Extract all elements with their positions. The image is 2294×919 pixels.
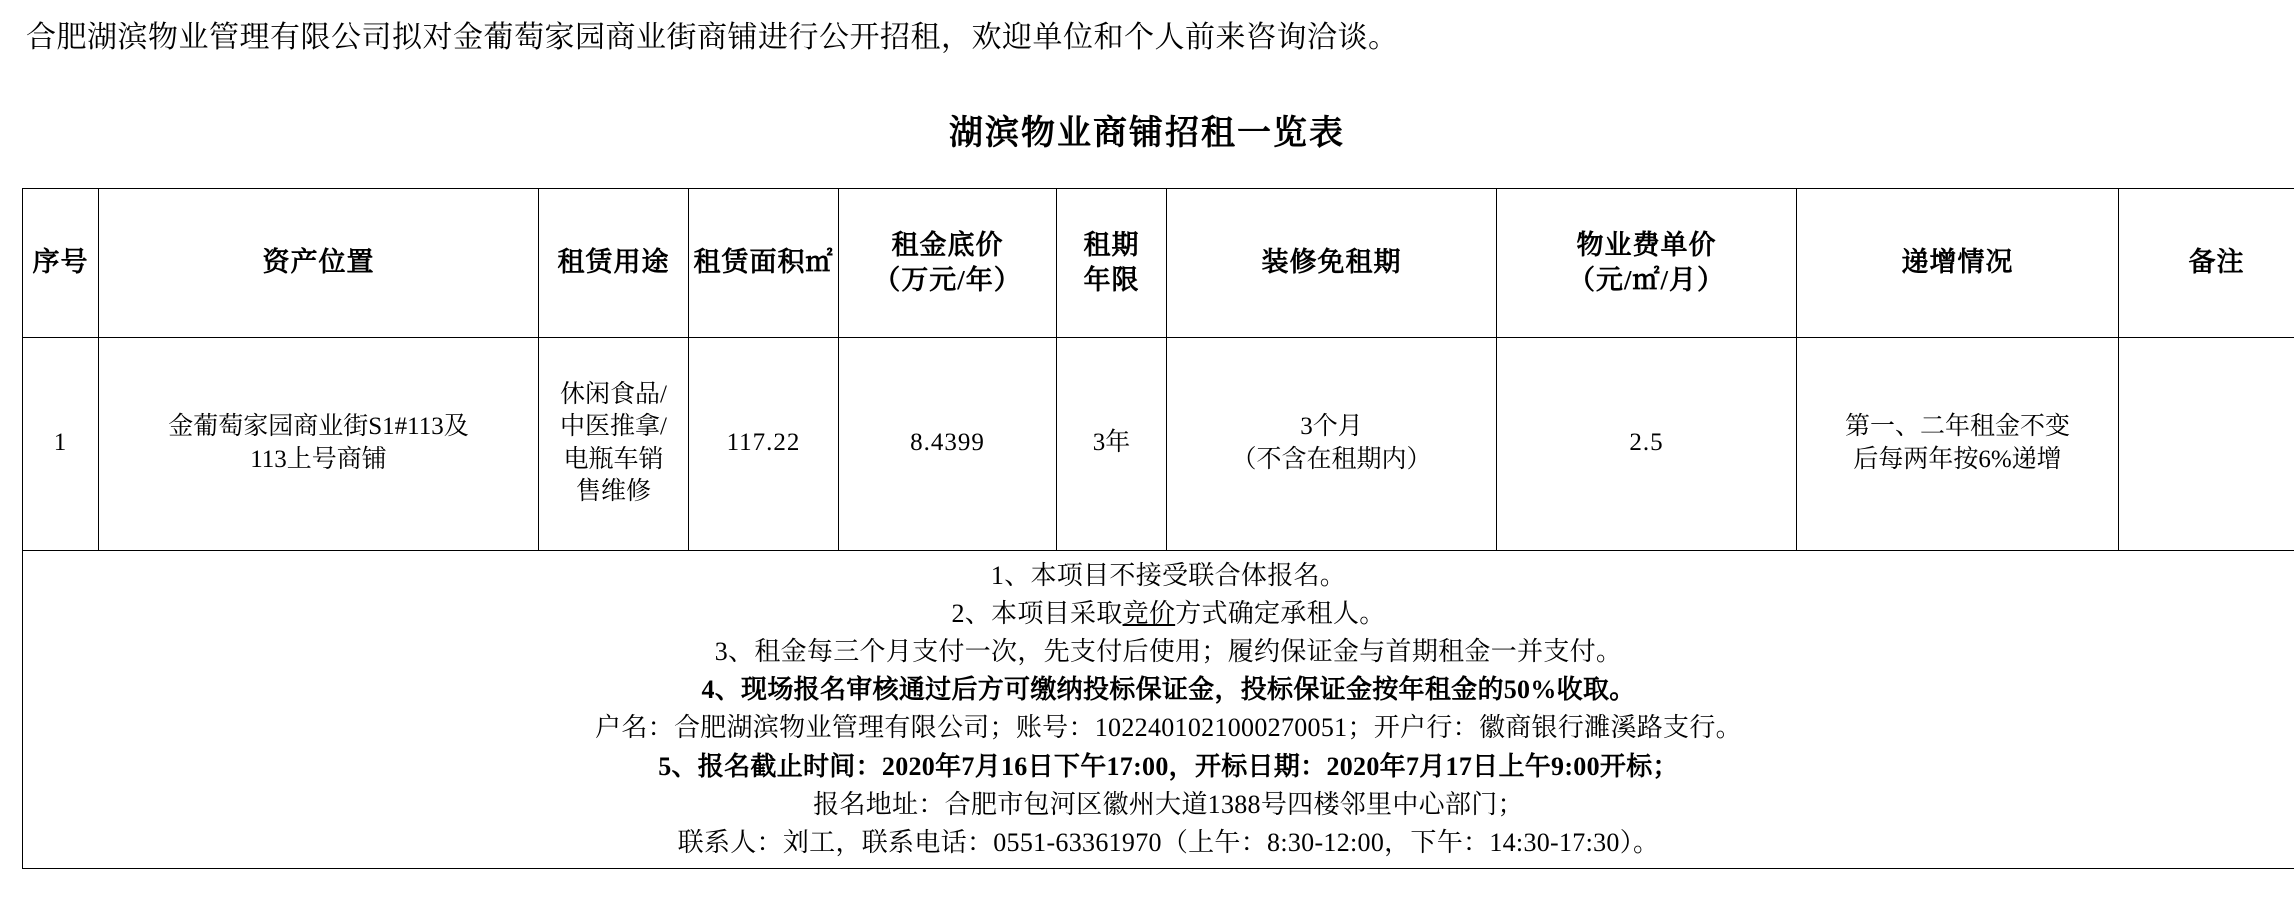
listing-table — [22, 188, 2294, 870]
header-price — [839, 188, 1057, 337]
notes-container — [23, 550, 2294, 869]
cell-increase-line2: 后每两年按6%递增 — [1853, 445, 2062, 473]
note-underlined-term: 竞价 — [1122, 598, 1176, 628]
cell-usage — [539, 337, 689, 550]
cell-area: 117.22 — [689, 337, 839, 550]
note-item: 3、租金每三个月支付一次，先支付后使用；履约保证金与首期租金一并支付。 — [714, 636, 1623, 666]
note-item-bidding: 2、本项目采取竞价方式确定承租人。 — [951, 598, 1386, 628]
cell-usage-line1: 休闲食品/ — [560, 380, 667, 408]
notes-list — [27, 557, 2294, 863]
cell-usage-line4: 售维修 — [575, 478, 651, 505]
cell-price: 8.4399 — [839, 337, 1057, 550]
header-term-line1: 租期 — [1083, 229, 1140, 260]
header-area: 租赁面积㎡ — [689, 188, 839, 337]
header-remark: 备注 — [2119, 188, 2294, 337]
header-seq: 序号 — [23, 188, 99, 337]
cell-free-line2: （不含在租期内） — [1231, 445, 1432, 473]
note-item: 户名：合肥湖滨物业管理有限公司；账号：1022401021000270051；开户行：徽商银行濉溪路支行。 — [595, 713, 1742, 743]
note-item: 4、现场报名审核通过后方可缴纳投标保证金，投标保证金按年租金的50%收取。 — [701, 675, 1636, 705]
header-usage: 租赁用途 — [539, 188, 689, 337]
table-row — [23, 337, 2294, 550]
header-price-line2: （万元/年） — [873, 264, 1022, 295]
header-term — [1057, 188, 1167, 337]
cell-location-line2: 113上号商铺 — [250, 445, 387, 473]
header-term-line2: 年限 — [1083, 264, 1140, 295]
table-header-row — [23, 188, 2294, 337]
cell-usage-line3: 电瓶车销 — [563, 445, 664, 473]
note-item: 报名地址：合肥市包河区徽州大道1388号四楼邻里中心部门； — [813, 789, 1524, 819]
note-item: 联系人：刘工，联系电话：0551-63361970（上午：8:30-12:00，下午：14:30-17:30）。 — [677, 828, 1660, 858]
notes-row — [23, 550, 2294, 869]
cell-remark — [2119, 337, 2294, 550]
page-title: 湖滨物业商铺招租一览表 — [949, 114, 1345, 152]
cell-term: 3年 — [1057, 337, 1167, 550]
header-increase: 递增情况 — [1797, 188, 2119, 337]
header-fee-line1: 物业费单价 — [1576, 229, 1717, 260]
cell-usage-line2: 中医推拿/ — [560, 413, 667, 440]
cell-increase-line1: 第一、二年租金不变 — [1844, 413, 2070, 440]
cell-increase — [1797, 337, 2119, 550]
cell-free-line1: 3个月 — [1300, 413, 1363, 440]
cell-free-period — [1167, 337, 1497, 550]
cell-seq: 1 — [23, 337, 99, 550]
cell-property-fee: 2.5 — [1497, 337, 1797, 550]
header-location: 资产位置 — [99, 188, 539, 337]
intro-paragraph: 合肥湖滨物业管理有限公司拟对金葡萄家园商业街商铺进行公开招租，欢迎单位和个人前来咨询洽谈。 — [26, 21, 1399, 54]
cell-location-line1: 金葡萄家园商业街S1#113及 — [168, 413, 469, 440]
header-property-fee — [1497, 188, 1797, 337]
header-fee-line2: （元/㎡/月） — [1567, 264, 1725, 295]
header-price-line1: 租金底价 — [891, 229, 1004, 260]
header-free-period: 装修免租期 — [1167, 188, 1497, 337]
cell-location — [99, 337, 539, 550]
note-item: 5、报名截止时间：2020年7月16日下午17:00，开标日期：2020年7月17日上午9:00开标； — [658, 751, 1679, 781]
note-item: 1、本项目不接受联合体报名。 — [990, 560, 1347, 590]
